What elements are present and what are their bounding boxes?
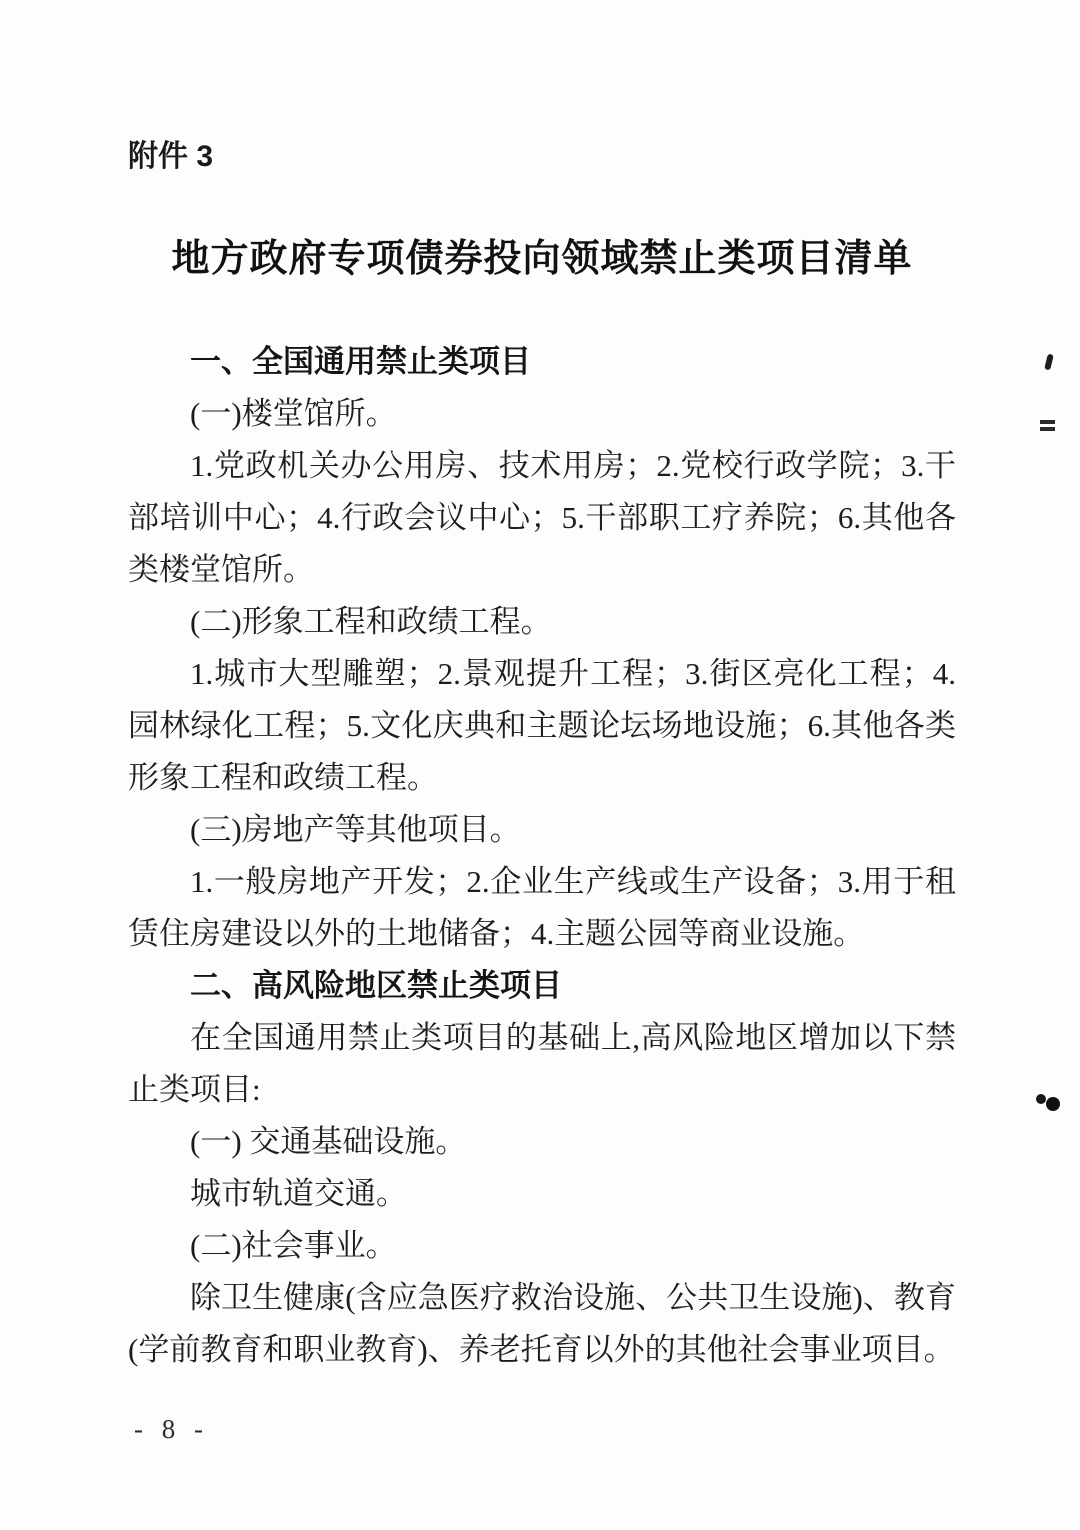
section-1-sub-3: (三)房地产等其他项目。 xyxy=(190,812,521,847)
section-1-items-2: 1.城市大型雕塑；2.景观提升工程；3.街区亮化工程；4.园林绿化工程；5.文化庆典和主题论坛场地设施；6.其他各类形象工程和政绩工程。 xyxy=(128,656,956,795)
scan-artifact-blot xyxy=(1036,1094,1046,1104)
section-2-items-2: 除卫生健康(含应急医疗救治设施、公共卫生设施)、教育(学前教育和职业教育)、养老托育以外的其他社会事业项目。 xyxy=(128,1280,956,1367)
section-1-heading: 一、全国通用禁止类项目 xyxy=(190,344,531,379)
section-1-sub-2: (二)形象工程和政绩工程。 xyxy=(190,604,552,639)
section-2-heading: 二、高风险地区禁止类项目 xyxy=(190,968,562,1003)
document-title: 地方政府专项债券投向领域禁止类项目清单 xyxy=(171,238,913,280)
attachment-label: 附件 3 xyxy=(128,140,214,173)
section-2-sub-2: (二)社会事业。 xyxy=(190,1228,397,1263)
section-1-sub-1: (一)楼堂馆所。 xyxy=(190,396,397,431)
scan-artifact-equals xyxy=(1040,420,1055,424)
document-body xyxy=(128,336,956,1376)
section-2-sub-1: (一) 交通基础设施。 xyxy=(190,1124,467,1159)
page-number: - 8 - xyxy=(134,1414,209,1444)
section-2-items-1: 城市轨道交通。 xyxy=(190,1176,407,1211)
section-1-items-1: 1.党政机关办公用房、技术用房；2.党校行政学院；3.干部培训中心；4.行政会议中心；5.干部职工疗养院；6.其他各类楼堂馆所。 xyxy=(128,448,956,587)
section-2-intro: 在全国通用禁止类项目的基础上,高风险地区增加以下禁止类项目: xyxy=(128,1020,956,1107)
scan-artifact-tick xyxy=(1044,354,1054,371)
section-1-items-3: 1.一般房地产开发；2.企业生产线或生产设备；3.用于租赁住房建设以外的土地储备；4.主题公园等商业设施。 xyxy=(128,864,956,951)
